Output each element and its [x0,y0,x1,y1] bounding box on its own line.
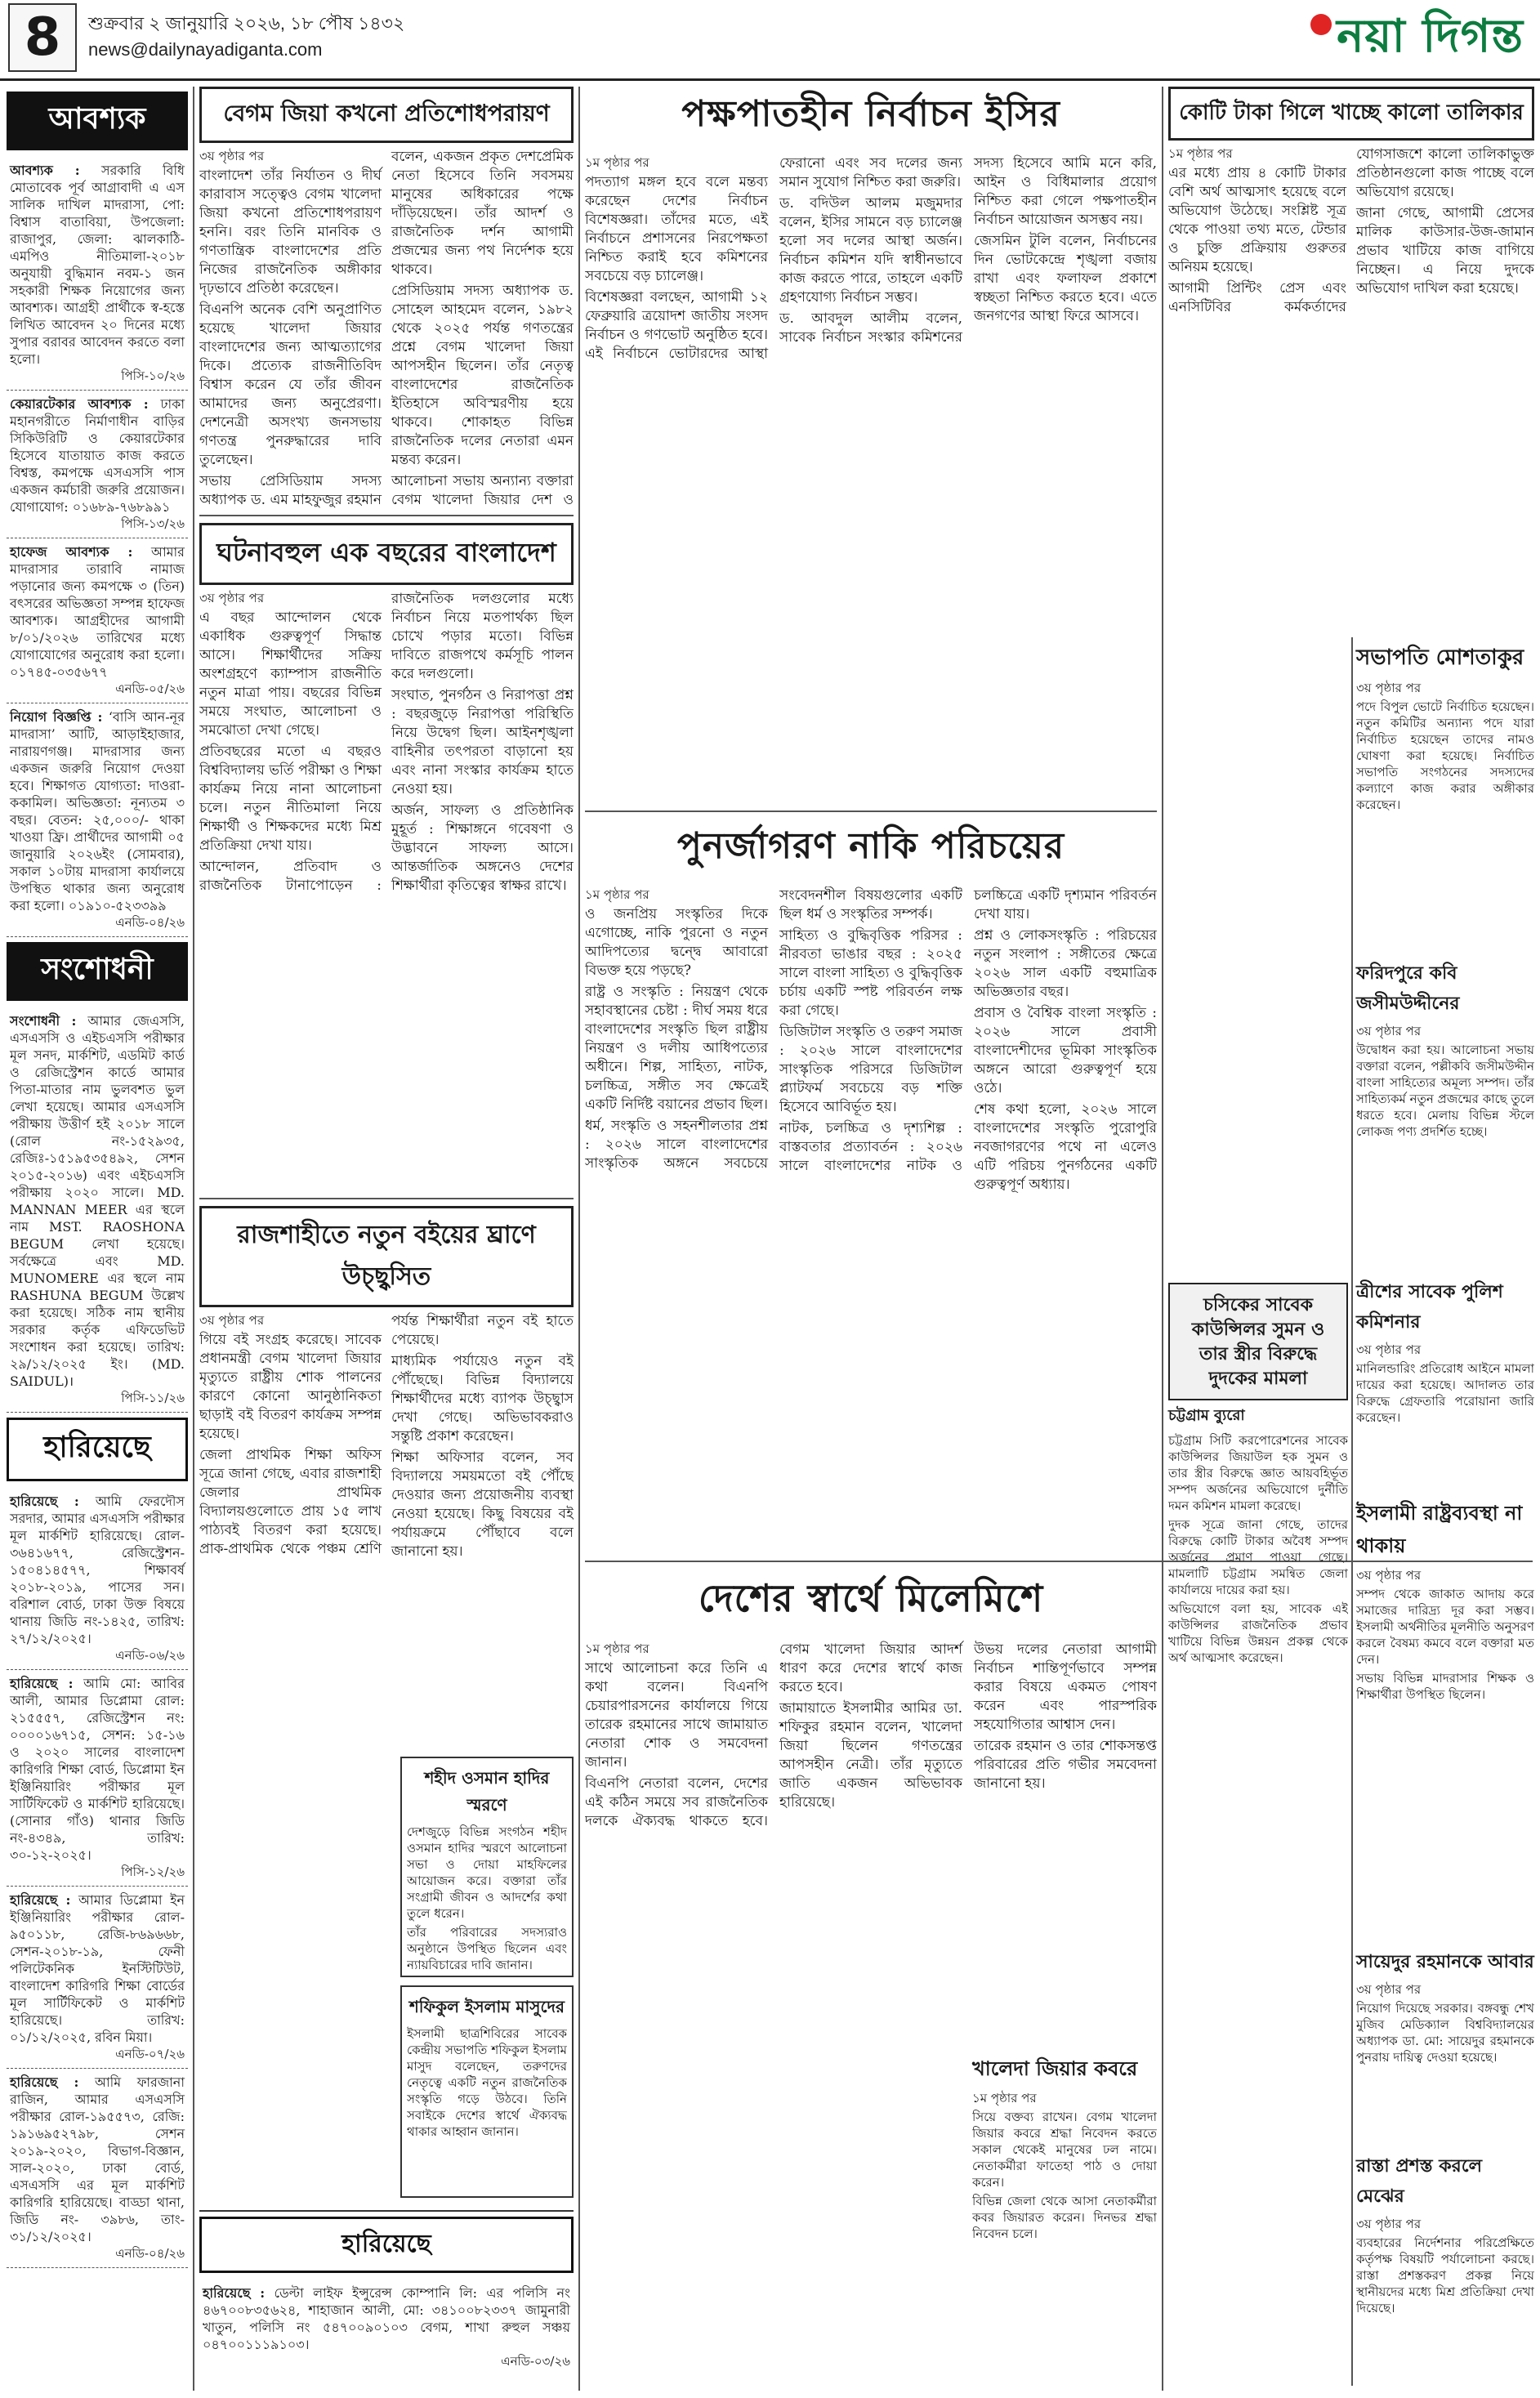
story-blacklist: কোটি টাকা গিলে খাচ্ছে কালো তালিকার ১ম পৃষ্ঠার পর এর মধ্যে প্রায় ৪ কোটি টাকার বেশি অর্থ আত্মসাৎ হয়েছে বলে অভিযোগ উঠেছে। সংশ্লিষ্ট সূত্র থেকে পাওয়া তথ্য মতে, টেন্ডার ও চুক্তি প্রক্রিয়ায় গুরুতর অনিয়ম হয়েছে। আগামী প্রিন্টিং প্রেস এবং এনসিটিবির কর্মকর্তাদের যোগসাজশে কালো তালিকাভুক্ত প্রতিষ্ঠানগুলো কাজ পাচ্ছে বলে অভিযোগ রয়েছে। জানা গেছে, আগামী প্রেসের মালিক কাউসার-উজ-জামান প্রভাব খাটিয়ে কাজ বাগিয়ে নিচ্ছেন। এ নিয়ে দুদকে অভিযোগ দাখিল করা হয়েছে। [1168,87,1534,626]
header-rule [0,78,1540,81]
dateline: শুক্রবার ২ জানুয়ারি ২০২৬, ১৮ পৌষ ১৪৩২ [88,13,405,33]
headline: শফিকুল ইসলাম মাসুদের [408,1997,565,2016]
story-mushtaq: সভাপতি মোশতাকুর ৩য় পৃষ্ঠার পর পদে বিপুল ভোটে নির্বাচিত হয়েছেন। নতুন কমিটির অন্যান্য পদে যারা নির্বাচিত হয়েছেন তাদের নামও ঘোষণা করা হয়েছে। নির্বাচিত সভাপতি সংগঠনের সদস্যদের কল্যাণে কাজ করার অঙ্গীকার করেছেন। [1356,637,1534,948]
correction-ad: সংশোধনী : আমার জেএসসি, এসএসসি ও এইচএসসি পরীক্ষার মূল সনদ, মার্কশিট, এডমিট কার্ড ও রেজিস্ট্রেশন কার্ডে আমার পিতা-মাতার নাম ভুলবশত ভুল লেখা হয়েছে। আমার এসএসসি পরীক্ষায় উত্তীর্ণ হই ২০১৮ সালে (রোল নং-১৫২৯৩৫, রেজিঃ-১৫১৯৫৩৫৪৯২, সেশন ২০১৫-২০১৬) এবং এইচএসসি পরীক্ষায় ২০২০ সালে। MD. MANNAN MEER এর স্থলে নাম MST. RAOSHONA BEGUM লেখা হয়েছে। সর্বক্ষেত্রে এবং MD. MUNOMERE এর স্থলে নাম RASHUNA BEGUM উল্লেখ করা হয়েছে। সঠিক নাম স্থানীয় সরকার কর্তৃক এফিডেভিট সংশোধন করা হয়েছে। তারিখ: ২৯/১২/২০২৫ ইং। (MD. SAIDUL)। পিসি-১১/২৬ [7,1007,188,1413]
story-year: ঘটনাবহুল এক বছরের বাংলাদেশ ৩য় পৃষ্ঠার পর এ বছর আন্দোলন থেকে একাধিক গুরুত্বপূর্ণ সিদ্ধান্ত আসে। শিক্ষার্থীদের সক্রিয় অংশগ্রহণে ক্যাম্পাস রাজনীতি নতুন মাত্রা পায়। বছরের বিভিন্ন সময়ে সংঘাত, আলোচনা ও সমঝোতা দেখা গেছে। প্রতিবছরের মতো এ বছরও বিশ্ববিদ্যালয় ভর্তি পরীক্ষা ও শিক্ষা কার্যক্রম নিয়ে নানা আলোচনা চলে। নতুন নীতিমালা নিয়ে শিক্ষার্থী ও শিক্ষকদের মধ্যে মিশ্র প্রতিক্রিয়া দেখা যায়। আন্দোলন, প্রতিবাদ ও রাজনৈতিক টানাপোড়েন : রাজনৈতিক দলগুলোর মধ্যে নির্বাচন নিয়ে মতপার্থক্য ছিল চোখে পড়ার মতো। বিভিন্ন দাবিতে রাজপথে কর্মসূচি পালন করে দলগুলো। সংঘাত, পুনর্গঠন ও নিরাপত্তা প্রশ্ন : বছরজুড়ে নিরাপত্তা পরিস্থিতি নিয়ে উদ্বেগ ছিল। আইনশৃঙ্খলা বাহিনীর তৎপরতা বাড়ানো হয় এবং নানা সংস্কার কার্যক্রম হাতে নেওয়া হয়। অর্জন, সাফল্য ও প্রতিষ্ঠানিক মুহূর্ত : শিক্ষাঙ্গনে গবেষণা ও উদ্ভাবনে সাফল্য আসে। আন্তর্জাতিক অঙ্গনেও দেশের শিক্ষার্থীরা কৃতিত্বের স্বাক্ষর রাখে। [199,523,574,1193]
lost-ad: হারিয়েছে : আমি ফেরদৌস সরদার, আমার এসএসসি পরীক্ষার মূল মার্কশিট হারিয়েছে। রোল- ৩৬৪১৬৭৭, রেজিস্ট্রেশন- ১৫০৪১৪৫৭৭, শিক্ষাবর্ষ ২০১৮-২০১৯, পাসের সন। বরিশাল বোর্ড, ঢাকা উক্ত বিষয়ে থানায় জিডি নং-১৪২৫, তারিখ: ২৭/১২/২০২৫। এনডি-০৬/২৬ [7,1488,188,1670]
story-police: ত্রীশের সাবেক পুলিশ কমিশনার ৩য় পৃষ্ঠার পর মানিলন্ডারিং প্রতিরোধ আইনে মামলা দায়ের করা হয়েছে। আদালত তার বিরুদ্ধে গ্রেফতারি পরোয়ানা জারি করেছেন। [1356,1275,1534,1487]
headline: পক্ষপাতহীন নির্বাচন ইসির [681,93,1060,135]
page-number: 8 [8,3,77,72]
classified-ad: হাফেজ আবশ্যক : আমার মাদরাসার তারাবি নামাজ পড়ানোর জন্য কমপক্ষে ৩ (তিন) বৎসরের অভিজ্ঞতা সম্পন্ন হাফেজ আবশ্যক। আগ্রহীদের আগামী ৮/০১/২০২৬ তারিখের মধ্যে যোগাযোগের অনুরোধ করা হলো। ০১৭৪৫-০৩৫৬৭৭ এনডি-০৫/২৬ [7,538,188,703]
story-renaissance: পুনর্জাগরণ নাকি পরিচয়ের ১ম পৃষ্ঠার পর ও জনপ্রিয় সংস্কৃতির দিকে এগোচ্ছে, নাকি পুরনো ও নতুন আদিপত্যের দ্বন্দ্বে আবারো বিভক্ত হয়ে পড়ছে? রাষ্ট্র ও সংস্কৃতি : নিয়ন্ত্রণ থেকে সহাবস্থানের চেষ্টা : দীর্ঘ সময় ধরে বাংলাদেশের সংস্কৃতি ছিল রাষ্ট্রীয় নিয়ন্ত্রণ ও দলীয় আধিপত্যের অধীনে। শিল্প, সাহিত্য, নাটক, চলচ্চিত্র, সঙ্গীত সব ক্ষেত্রেই একটি নির্দিষ্ট বয়ানের প্রভাব ছিল। ধর্ম, সংস্কৃতি ও সহনশীলতার প্রশ্ন : ২০২৬ সালে বাংলাদেশের সাংস্কৃতিক অঙ্গনে সবচেয়ে সংবেদনশীল বিষয়গুলোর একটি ছিল ধর্ম ও সংস্কৃতির সম্পর্ক। সাহিত্য ও বুদ্ধিবৃত্তিক পরিসর : নীরবতা ভাঙার বছর : ২০২৫ সালে বাংলা সাহিত্য ও বুদ্ধিবৃত্তিক চর্চায় একটি স্পষ্ট পরিবর্তন লক্ষ করা গেছে। ডিজিটাল সংস্কৃতি ও তরুণ সমাজ : ২০২৬ সালে বাংলাদেশের সাংস্কৃতিক পরিসরে ডিজিটাল প্ল্যাটফর্ম সবচেয়ে বড় শক্তি হিসেবে আবির্ভূত হয়। নাটক, চলচ্চিত্র ও দৃশ্যশিল্প : বাস্তবতার প্রত্যাবর্তন : ২০২৬ সালে বাংলাদেশের নাটক ও চলচ্চিত্রে একটি দৃশ্যমান পরিবর্তন দেখা যায়। প্রশ্ন ও লোকসংস্কৃতি : পরিচয়ের নতুন সংলাপ : সঙ্গীতের ক্ষেত্রে ২০২৬ সাল একটি বহুমাত্রিক অভিজ্ঞতার বছর। প্রবাস ও বৈশ্বিক বাংলা সংস্কৃতি : ২০২৬ সালে প্রবাসী বাংলাদেশীদের ভূমিকা সাংস্কৃতিক অঙ্গনে আরো গুরুত্বপূর্ণ হয়ে ওঠে। শেষ কথা হলো, ২০২৬ সালে বাংলাদেশের সংস্কৃতি পুরোপুরি নবজাগরণের পথে না এলেও এটি পরিচয় পুনর্গঠনের একটি গুরুত্বপূর্ণ অধ্যায়। [585,819,1157,1554]
headline: বেগম জিয়া কখনো প্রতিশোধপরায়ণ [199,87,574,143]
headline: দেশের স্বার্থে মিলেমিশে [698,1576,1044,1620]
lost-ad: হারিয়েছে : আমি মো: আবির আলী, আমার ডিপ্লোমা রোল: ২১৫৫৫৭, রেজিস্ট্রেশন নং: ০০০০১৬৭১৫, সেশন: ১৫-১৬ ও ২০২০ সালের বাংলাদেশ কারিগরি শিক্ষা বোর্ড, ডিপ্লোমা ইন ইঞ্জিনিয়ারিং পরীক্ষার মূল সার্টিফিকেট ও মার্কশিট হারিয়েছে। (সোনার গাঁও) থানার জিডি নং-৪৩৪৯, তারিখ: ৩০-১২-২০২৫। পিসি-১২/২৬ [7,1670,188,1887]
headline: শহীদ ওসমান হাদির স্মরণে [424,1768,550,1815]
headline: রাস্তা প্রশস্ত করলে মেঝের [1356,2155,1482,2207]
story-islamic: ইসলামী রাষ্ট্রব্যবস্থা না থাকায় ৩য় পৃষ্ঠার পর সম্পদ থেকে জাকাত আদায় করে সমাজের দারিদ্র্য দূর করা সম্ভব। ইসলামী অর্থনীতির মূলনীতি অনুসরণ করলে বৈষম্য কমবে বলে বক্তারা মত দেন। সভায় বিভিন্ন মাদরাসার শিক্ষক ও শিক্ষার্থীরা উপস্থিত ছিলেন। [1356,1495,1534,1936]
classified-ad: কেয়ারটেকার আবশ্যক : ঢাকা মহানগরীতে নির্মাণাধীন বাড়ির সিকিউরিটি ও কেয়ারটেকার হিসেবে যাতায়াত কাজ করতে বিশ্বস্ত, কমপক্ষে এসএসসি পাস একজন কর্মচারী জরুরি প্রয়োজন। যোগাযোগ: ০১৬৮৯-৭৬৮৯৯১ পিসি-১৩/২৬ [7,391,188,538]
column-divider [193,87,194,2391]
newspaper-logo: নয়া দিগন্ত [1295,7,1524,72]
headline: সভাপতি মোশতাকুর [1356,645,1524,670]
story-sayedur: সায়েদুর রহমানকে আবার ৩য় পৃষ্ঠার পর নিয়োগ দিয়েছে সরকার। বঙ্গবন্ধু শেখ মুজিব মেডিক্যাল বিশ্ববিদ্যালয়ের অধ্যাপক ডা. মো: সায়েদুর রহমানকে পুনরায় দায়িত্ব দেওয়া হয়েছে। [1356,1945,1534,2141]
story-grave: খালেদা জিয়ার কবরে ১ম পৃষ্ঠার পর সিয়ে বক্তব্য রাখেন। বেগম খালেদা জিয়ার কবরে শ্রদ্ধা নিবেদন করতে সকাল থেকেই মানুষের ঢল নামে। নেতাকর্মীরা ফাতেহা পাঠ ও দোয়া করেন। বিভিন্ন জেলা থেকে আসা নেতাকর্মীরা কবর জিয়ারত করেন। দিনভর শ্রদ্ধা নিবেদন চলে। [972,2051,1157,2386]
story-khaleda: বেগম জিয়া কখনো প্রতিশোধপরায়ণ ৩য় পৃষ্ঠার পর বাংলাদেশ তাঁর নির্যাতন ও দীর্ঘ কারাবাস সত্ত্বেও বেগম খালেদা জিয়া কখনো প্রতিশোধপরায়ণ হননি। বরং তিনি মানবিক ও গণতান্ত্রিক বাংলাদেশের প্রতি নিজের রাজনৈতিক অঙ্গীকার দৃঢ়ভাবে প্রতিষ্ঠা করেছেন। বিএনপি অনেক বেশি অনুপ্রাণিত হয়েছে খালেদা জিয়ার বাংলাদেশের জন্য আত্মত্যাগের দিকে। প্রত্যেক রাজনীতিবিদ বিশ্বাস করেন যে তাঁর জীবন আমাদের জন্য অনুপ্রেরণা। দেশনেত্রী অসংখ্য জনসভায় গণতন্ত্র পুনরুদ্ধারের দাবি তুলেছেন। সভায় প্রেসিডিয়াম সদস্য অধ্যাপক ড. এম মাহফুজুর রহমান বলেন, একজন প্রকৃত দেশপ্রেমিক নেতা হিসেবে তিনি সবসময় মানুষের অধিকারের পক্ষে দাঁড়িয়েছেন। তাঁর আদর্শ ও রাজনৈতিক দর্শন আগামী প্রজন্মের জন্য পথ নির্দেশক হয়ে থাকবে। প্রেসিডিয়াম সদস্য অধ্যাপক ড. সোহেল আহমেদ বলেন, ১৯৮২ থেকে ২০২৫ পর্যন্ত গণতন্ত্রের প্রশ্নে বেগম খালেদা জিয়া আপসহীন ছিলেন। তাঁর নেতৃত্ব বাংলাদেশের রাজনৈতিক ইতিহাসে অবিস্মরণীয় হয়ে থাকবে। শোকাহত বিভিন্ন রাজনৈতিক দলের নেতারা এমন মন্তব্য করেন। আলোচনা সভায় অন্যান্য বক্তারা বেগম খালেদা জিয়ার দেশ ও [199,87,574,511]
story-hadi: শহীদ ওসমান হাদির স্মরণে দেশজুড়ে বিভিন্ন সংগঠন শহীদ ওসমান হাদির স্মরণে আলোচনা সভা ও দোয়া মাহফিলের আয়োজন করে। বক্তারা তাঁর সংগ্রামী জীবন ও আদর্শের কথা তুলে ধরেন। তাঁর পরিবারের সদস্যরাও অনুষ্ঠানে উপস্থিত ছিলেন এবং ন্যায়বিচারের দাবি জানান। [400,1757,574,1977]
section-divider [585,810,1157,812]
column-divider [1351,637,1353,2386]
classified-heading: আবশ্যক [7,92,188,150]
email-address[interactable]: news@dailynayadiganta.com [88,39,323,60]
headline: রাজশাহীতে নতুন বইয়ের ঘ্রাণে উচ্ছ্বসিত [199,1206,574,1307]
column-divider [578,87,580,2391]
column-divider [1162,87,1163,2391]
headline: ঘটনাবহুল এক বছরের বাংলাদেশ [199,523,574,585]
headline: ফরিদপুরে কবি জসীমউদ্দীনের [1356,962,1460,1014]
headline: খালেদা জিয়ার কবরে [972,2056,1138,2080]
story-unity: দেশের স্বার্থে মিলেমিশে ১ম পৃষ্ঠার পর সাথে আলোচনা করে তিনি এ কথা বলেন। বিএনপি চেয়ারপারসনের কার্যালয়ে গিয়ে তারেক রহমানের সাথে জামায়াত নেতারা শোক ও সমবেদনা জানান। বিএনপি নেতারা বলেন, দেশের এই কঠিন সময়ে সব রাজনৈতিক দলকে ঐক্যবদ্ধ থাকতে হবে। বেগম খালেদা জিয়ার আদর্শ ধারণ করে দেশের স্বার্থে কাজ করতে হবে। জামায়াতে ইসলামীর আমির ডা. শফিকুর রহমান বলেন, খালেদা জিয়া ছিলেন গণতন্ত্রের আপসহীন নেত্রী। তাঁর মৃত্যুতে জাতি একজন অভিভাবক হারিয়েছে। উভয় দলের নেতারা আগামী নির্বাচন শান্তিপূর্ণভাবে সম্পন্ন করার বিষয়ে একমত পোষণ করেন এবং পারস্পরিক সহযোগিতার আশ্বাস দেন। তারেক রহমান ও তার শোকসন্তপ্ত পরিবারের প্রতি গভীর সমবেদনা জানানো হয়। [585,1570,1157,2387]
logo-dot-icon [1310,14,1332,35]
headline: সায়েদুর রহমানকে আবার [1356,1951,1534,1972]
classified-column [7,87,188,2391]
section-divider [199,1198,574,1199]
classified-ad: আবশ্যক : সরকারি বিধি মোতাবেক পূর্ব আগ্রাবাদী এ এস সালিক দাখিল মাদরাসা, পো: বিশ্বাস বাতাবিয়া, উপজেলা: রাজাপুর, জেলা: ঝালকাঠি-এমপিও নীতিমালা-২০১৮ অনুযায়ী বুদ্ধিমান নবম-১ জন সহকারী শিক্ষক নিয়োগের জন্য আবশ্যক। আগ্রহী প্রার্থীকে স্ব-হস্তে লিখিত আবেদন ২০ দিনের মধ্যে সুপার বরাবর আবেদন করতে বলা হলো। পিসি-১০/২৬ [7,157,188,391]
headline: কোটি টাকা গিলে খাচ্ছে কালো তালিকার [1168,87,1534,141]
section-divider [199,515,574,516]
classified-ad: নিয়োগ বিজ্ঞপ্তি : ‘বাসি আন-নূর মাদরাসা’ আটি, আড়াইহাজার, নারায়ণগঞ্জ। মাদরাসার জন্য একজন জরুরি নিয়োগ দেওয়া হবে। শিক্ষাগত যোগ্যতা: দাওরা-ককামিল। অভিজ্ঞতা: নূন্যতম ৩ বছর। বেতন: ২৫,০০০/- থাকা খাওয়া ফ্রি। প্রার্থীদের আগামী ০৫ জানুয়ারি ২০২৬ইং (সোমবার), সকাল ১০টায় মাদরাসা কার্যালয়ে উপস্থিত থাকার জন্য অনুরোধ করা হলো। ০১৯১০-৫২৩৩৯৯ এনডি-০৪/২৬ [7,703,188,937]
lost-heading: হারিয়েছে [7,1418,188,1481]
story-councillor: চসিকের সাবেক কাউন্সিলর সুমন ও তার স্ত্রীর বিরুদ্ধে দুদকের মামলা চট্টগ্রাম ব্যুরো চট্টগ্রাম সিটি করপোরেশনের সাবেক কাউন্সিলর জিয়াউল হক সুমন ও তার স্ত্রীর বিরুদ্ধে জ্ঞাত আয়বহির্ভূত সম্পদ অর্জনের অভিযোগে দুর্নীতি দমন কমিশন মামলা করেছে। দুদক সূত্রে জানা গেছে, তাদের বিরুদ্ধে কোটি টাকার অবৈধ সম্পদ অর্জনের প্রমাণ পাওয়া গেছে। মামলাটি চট্টগ্রাম সমন্বিত জেলা কার্যালয়ে দায়ের করা হয়। অভিযোগে বলা হয়, সাবেক এই কাউন্সিলর রাজনৈতিক প্রভাব খাটিয়ে বিভিন্ন উন্নয়ন প্রকল্প থেকে অর্থ আত্মসাৎ করেছেন। [1168,1283,1348,1904]
headline: চসিকের সাবেক কাউন্সিলর সুমন ও তার স্ত্রীর বিরুদ্ধে দুদকের মামলা [1168,1283,1348,1400]
story-election: পক্ষপাতহীন নির্বাচন ইসির ১ম পৃষ্ঠার পর পদত্যাগ মঙ্গল হবে বলে মন্তব্য করেছেন দেশের নির্বাচন বিশেষজ্ঞরা। তাঁদের মতে, এই নির্বাচনে প্রশাসনের নিরপেক্ষতা নিশ্চিত করাই হবে কমিশনের সবচেয়ে বড় চ্যালেঞ্জ। বিশেষজ্ঞরা বলছেন, আগামী ১২ ফেব্রুয়ারি ত্রয়োদশ জাতীয় সংসদ নির্বাচন ও গণভোট অনুষ্ঠিত হবে। এই নির্বাচনে ভোটারদের আস্থা ফেরানো এবং সব দলের জন্য সমান সুযোগ নিশ্চিত করা জরুরি। ড. বদিউল আলম মজুমদার বলেন, ইসির সামনে বড় চ্যালেঞ্জ হলো সব দলের আস্থা অর্জন। নির্বাচন কমিশন যদি স্বাধীনভাবে কাজ করতে পারে, তাহলে একটি গ্রহণযোগ্য নির্বাচন সম্ভব। ড. আবদুল আলীম বলেন, সাবেক নির্বাচন সংস্কার কমিশনের সদস্য হিসেবে আমি মনে করি, আইন ও বিধিমালার প্রয়োগ নিশ্চিত করা গেলে পক্ষপাতহীন নির্বাচন আয়োজন অসম্ভব নয়। জেসমিন টুলি বলেন, নির্বাচনের দিন ভোটকেন্দ্রে শৃঙ্খলা বজায় রাখা এবং ফলাফল প্রকাশে স্বচ্ছতা নিশ্চিত করতে হবে। এতে জনগণের আস্থা ফিরে আসবে। [585,87,1157,806]
lost-box-2: হারিয়েছে হারিয়েছে : ডেল্টা লাইফ ইন্সুরেন্স কোম্পানি লি: এর পলিসি নং ৪৬৭০০৮৩৫৬২৪, শাহাজান আলী, মো: ৩৪১০০৮২৩৩৭ জামুনারী খাতুন, পলিসি নং ৫৪৭০০৯০১০৩ বেগম, শাখা রুহুল সঞ্চয় ০৪৭০০১১১৯১০৩। এনডি-০৩/২৬ [199,2210,574,2390]
headline: ইসলামী রাষ্ট্রব্যবস্থা না থাকায় [1356,1501,1523,1557]
headline: পুনর্জাগরণ নাকি পরিচয়ের [676,825,1065,867]
correction-heading: সংশোধনী [7,942,188,1001]
lost-ad: হারিয়েছে : আমি ফারজানা রাজিন, আমার এসএসসি পরীক্ষার রোল-১৯৫৫৭৩, রেজি: ১৯১৬৯৫২৭৯৮, সেশন ২০১৯-২০২০, বিভাগ-বিজ্ঞান, সাল-২০২০, ঢাকা বোর্ড, এসএসসি এর মূল মার্কশিট কারিগরি হারিয়েছে। বাড্ডা থানা, জিডি নং- ৩৯৮৬, তাং- ৩১/১২/২০২৫। এনডি-০৪/২৬ [7,2069,188,2268]
lost-ad: হারিয়েছে : আমার ডিপ্লোমা ইন ইঞ্জিনিয়ারিং পরীক্ষার রোল- ৯৫০১১৮, রেজি-৮৬৯৬৬৮, সেশন-২০১৮-১৯, ফেনী পলিটেকনিক ইনস্টিটিউট, বাংলাদেশ কারিগরি শিক্ষা বোর্ডের মূল সার্টিফিকেট ও মার্কশিট হারিয়েছে। তারিখ: ০১/১২/২০২৫, রবিন মিয়া। এনডি-০৭/২৬ [7,1887,188,2069]
story-shafiq: শফিকুল ইসলাম মাসুদের ইসলামী ছাত্রশিবিরের সাবেক কেন্দ্রীয় সভাপতি শফিকুল ইসলাম মাসুদ বলেছেন, তরুণদের নেতৃত্বে একটি নতুন রাজনৈতিক সংস্কৃতি গড়ে উঠবে। তিনি সবাইকে দেশের স্বার্থে ঐক্যবদ্ধ থাকার আহ্বান জানান। [400,1985,574,2198]
story-rajshahi: রাজশাহীতে নতুন বইয়ের ঘ্রাণে উচ্ছ্বসিত ৩য় পৃষ্ঠার পর গিয়ে বই সংগ্রহ করেছে। সাবেক প্রধানমন্ত্রী বেগম খালেদা জিয়ার মৃত্যুতে রাষ্ট্রীয় শোক পালনের কারণে কোনো আনুষ্ঠানিকতা ছাড়াই বই বিতরণ কার্যক্রম সম্পন্ন হয়েছে। জেলা প্রাথমিক শিক্ষা অফিস সূত্রে জানা গেছে, এবার রাজশাহী জেলার প্রাথমিক বিদ্যালয়গুলোতে প্রায় ১৫ লাখ পাঠ্যবই বিতরণ করা হয়েছে। প্রাক-প্রাথমিক থেকে পঞ্চম শ্রেণি পর্যন্ত শিক্ষার্থীরা নতুন বই হাতে পেয়েছে। মাধ্যমিক পর্যায়েও নতুন বই পৌঁছেছে। বিভিন্ন বিদ্যালয়ে শিক্ষার্থীদের মধ্যে ব্যাপক উচ্ছ্বাস দেখা গেছে। অভিভাবকরাও সন্তুষ্টি প্রকাশ করেছেন। শিক্ষা অফিসার বলেন, সব বিদ্যালয়ে সময়মতো বই পৌঁছে দেওয়ার জন্য প্রয়োজনীয় ব্যবস্থা নেওয়া হয়েছে। কিছু বিষয়ের বই পর্যায়ক্রমে পৌঁছাবে বলে জানানো হয়। [199,1206,574,2333]
headline: ত্রীশের সাবেক পুলিশ কমিশনার [1356,1281,1503,1333]
story-road: রাস্তা প্রশস্ত করলে মেঝের ৩য় পৃষ্ঠার পর ব্যবহারের নির্দেশনার পরিপ্রেক্ষিতে কর্তৃপক্ষ বিষয়টি পর্যালোচনা করছে। রাস্তা প্রশস্তকরণ প্রকল্প নিয়ে স্থানীয়দের মধ্যে মিশ্র প্রতিক্রিয়া দেখা দিয়েছে। [1356,2149,1534,2386]
story-faridpur: ফরিদপুরে কবি জসীমউদ্দীনের ৩য় পৃষ্ঠার পর উদ্বোধন করা হয়। আলোচনা সভায় বক্তারা বলেন, পল্লীকবি জসীমউদ্দীন বাংলা সাহিত্যের অমূল্য সম্পদ। তাঁর সাহিত্যকর্ম নতুন প্রজন্মের কাছে তুলে ধরতে হবে। মেলায় বিভিন্ন স্টলে লোকজ পণ্য প্রদর্শিত হচ্ছে। [1356,956,1534,1266]
